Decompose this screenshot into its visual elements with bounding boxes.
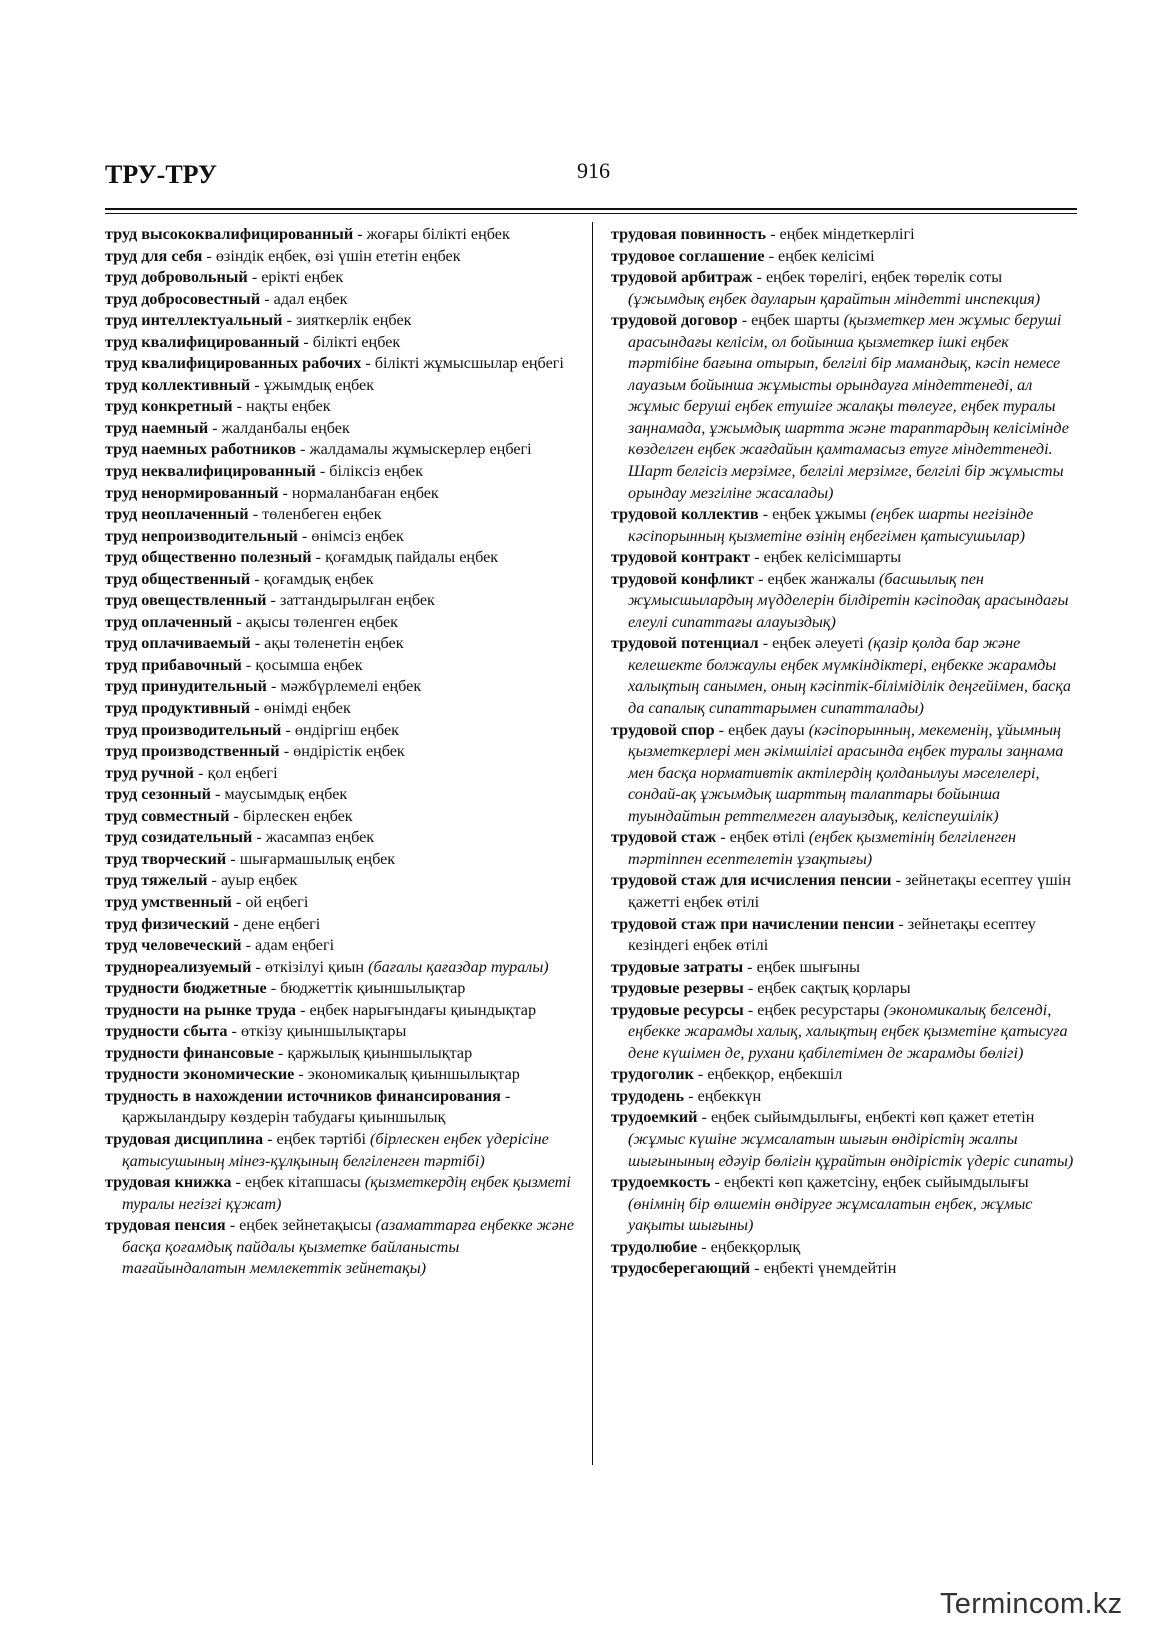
dictionary-entry: трудодень - еңбеккүн <box>611 1086 762 1105</box>
entry-note: (кәсіпорынның, мекеменің, ұйымның қызметкерлері мен әкімшілігі арасында еңбек туралы заңнама мен басқа нормативтік актілердің қолданылуы мәселелері, сондай-ақ ұжымдық шарттың талаптары бойынша туындайтын реттелмеген алауыздық, келіспеушілік) <box>628 720 1064 825</box>
entry-translation: еңбек төрелігі, еңбек төрелік соты <box>765 268 1003 287</box>
entry-term: труд для себя <box>105 246 203 265</box>
entry-term: трудовой конфликт <box>611 569 755 588</box>
entry-translation: зейнетақы есептеу кезіндегі еңбек өтілі <box>628 914 1036 955</box>
dictionary-entry: труд прибавочный - қосымша еңбек <box>105 655 363 674</box>
dictionary-entry: труд оплачиваемый - ақы төленетін еңбек <box>105 634 404 653</box>
entry-translation: зейнетақы есептеу үшін қажетті еңбек өтілі <box>628 871 1071 911</box>
entry-term: трудовое соглашение <box>611 246 765 265</box>
entry-term: трудоемкий <box>611 1108 698 1127</box>
dictionary-entry: труд добровольный - ерікті еңбек <box>105 268 344 287</box>
dictionary-entry: труд квалифицированных рабочих - білікті жұмысшылар еңбегі <box>105 354 564 373</box>
dictionary-entry: трудовые резервы - еңбек сақтық қорлары <box>611 979 911 998</box>
entry-translation: еңбек дауы <box>728 720 805 739</box>
entry-term: труд производственный <box>105 742 280 761</box>
dictionary-entry: труд сезонный - маусымдық еңбек <box>105 785 348 804</box>
entry-term: труд высококвалифицированный <box>105 225 354 243</box>
dictionary-entry: трудовой стаж для исчисления пенсии - зейнетақы есептеу үшін қажетті еңбек өтілі <box>611 871 1071 911</box>
page-header <box>105 158 1075 208</box>
entry-term: труд совместный <box>105 806 230 825</box>
dictionary-entry: трудовой арбитраж - еңбек төрелігі, еңбек төрелік соты (ұжымдық еңбек дауларын қарайтын міндетті инспекция) <box>611 268 1041 308</box>
entry-translation: жасампаз еңбек <box>265 828 375 847</box>
entry-translation: еңбекқор, еңбекшіл <box>707 1065 843 1084</box>
entry-translation: ұжымдық еңбек <box>263 375 375 394</box>
page-title: ТРУ-ТРУ <box>105 160 217 189</box>
entry-translation: қосымша еңбек <box>255 655 363 674</box>
entry-translation: еңбек міндеткерлігі <box>779 225 915 243</box>
entry-term: трудолюбие <box>611 1237 698 1256</box>
entry-translation: ауыр еңбек <box>220 871 298 890</box>
right-column <box>611 224 1078 1280</box>
entry-translation: еңбек ресурстары <box>757 1000 880 1019</box>
entry-translation: өнімсіз еңбек <box>311 526 404 545</box>
entry-translation: ақысы төленген еңбек <box>245 612 398 631</box>
entry-note: (еңбек қызметінің белгіленген тәртіппен есептелетін ұзақтығы) <box>628 828 1016 868</box>
entry-term: труд принудительный <box>105 677 267 696</box>
entry-translation: қоғамдық пайдалы еңбек <box>325 548 499 567</box>
dictionary-entry: трудовой контракт - еңбек келісімшарты <box>611 548 902 567</box>
entry-term: трудности сбыта <box>105 1022 228 1041</box>
entry-translation: өзіндік еңбек, өзі үшін ететін еңбек <box>215 246 461 265</box>
dictionary-entry: трудность в нахождении источников финансирования - қаржыландыру көздерін табудағы қиыншылық <box>105 1086 511 1127</box>
entry-note: (экономикалық белсенді, еңбекке жарамды халық, халықтың еңбек қызметіне қатысуға дене күшімен де, рухани қабілетімен де жарамды бөлігі) <box>628 1000 1068 1062</box>
dictionary-entry: трудности на рынке труда - еңбек нарығындағы қиындықтар <box>105 1000 537 1019</box>
entry-term: труд коллективный <box>105 375 251 394</box>
entry-translation: жалдамалы жұмыскерлер еңбегі <box>309 440 532 459</box>
column-divider <box>592 222 593 1465</box>
entry-term: труд умственный <box>105 892 232 911</box>
watermark-text: Termincom.kz <box>940 1588 1123 1620</box>
dictionary-entry: труд творческий - шығармашылық еңбек <box>105 849 396 868</box>
dictionary-entry: труд тяжелый - ауыр еңбек <box>105 871 298 890</box>
entry-term: труд оплаченный <box>105 612 233 631</box>
entry-term: труд наемный <box>105 418 209 437</box>
entry-term: трудовой спор <box>611 720 715 739</box>
entry-term: труд производительный <box>105 720 282 739</box>
dictionary-entry: трудовые затраты - еңбек шығыны <box>611 957 860 976</box>
entry-term: труд человеческий <box>105 936 242 955</box>
entry-translation: еңбек сақтық қорлары <box>757 979 911 998</box>
dictionary-entry: труд интеллектуальный - зияткерлік еңбек <box>105 311 412 330</box>
entry-term: трудности бюджетные <box>105 979 267 998</box>
dictionary-entry: трудовой стаж - еңбек өтілі (еңбек қызметінің белгіленген тәртіппен есептелетін ұзақтығы) <box>611 828 1016 868</box>
entry-translation: заттандырылған еңбек <box>279 591 435 610</box>
dictionary-entry: трудовой коллектив - еңбек ұжымы (еңбек шарты негізінде кәсіпорынның қызметіне өзінің еңбегімен қатысушылар) <box>611 505 1034 545</box>
dictionary-entry: труд ручной - қол еңбегі <box>105 763 278 782</box>
entry-term: труд неквалифицированный <box>105 462 316 481</box>
entry-translation: қаржылық қиыншылықтар <box>287 1043 473 1062</box>
entry-term: трудности на рынке труда <box>105 1000 297 1019</box>
dictionary-entry: трудовая пенсия - еңбек зейнетақысы (азаматтарға еңбекке және басқа қоғамдық пайдалы қызметке байланысты тағайындалатын мемлекеттік зейнетақы) <box>105 1216 575 1278</box>
dictionary-entry: труд овеществленный - заттандырылған еңбек <box>105 591 435 610</box>
entry-translation: еңбекқорлық <box>710 1237 801 1256</box>
page-number: 916 <box>577 158 610 183</box>
dictionary-entry: труд продуктивный - өнімді еңбек <box>105 699 351 718</box>
entry-translation: жоғары білікті еңбек <box>366 225 510 243</box>
entry-translation: нормаланбаған еңбек <box>291 483 439 502</box>
entry-translation: өткізу қиыншылықтары <box>240 1022 407 1041</box>
entry-translation: маусымдық еңбек <box>224 785 348 804</box>
dictionary-entry: труд общественно полезный - қоғамдық пайдалы еңбек <box>105 548 499 567</box>
entry-term: трудовой стаж <box>611 828 717 847</box>
entry-term: трудовой стаж при начислении пенсии <box>611 914 895 933</box>
dictionary-entry: труд неквалифицированный - біліксіз еңбек <box>105 462 424 481</box>
entry-term: труд ненормированный <box>105 483 279 502</box>
entry-term: труд неоплаченный <box>105 505 249 524</box>
entry-term: труд продуктивный <box>105 699 251 718</box>
entry-term: трудовой потенциал <box>611 634 759 653</box>
entry-translation: қол еңбегі <box>207 763 278 782</box>
dictionary-entry: трудовые ресурсы - еңбек ресурстары (экономикалық белсенді, еңбекке жарамды халық, халықтың еңбек қызметіне қатысуға дене күшімен де, рухани қабілетімен де жарамды бөлігі) <box>611 1000 1068 1062</box>
dictionary-entry: труднореализуемый - өткізілуі қиын (бағалы қағаздар туралы) <box>105 957 549 976</box>
dictionary-entry: труд квалифицированный - білікті еңбек <box>105 332 401 351</box>
entry-translation: еңбек кітапшасы <box>244 1173 361 1192</box>
entry-term: труд конкретный <box>105 397 233 416</box>
entry-term: труд общественный <box>105 569 251 588</box>
entry-term: трудовой стаж для исчисления пенсии <box>611 871 892 890</box>
dictionary-entry: труд неоплаченный - төленбеген еңбек <box>105 505 382 524</box>
dictionary-entry: труд конкретный - нақты еңбек <box>105 397 331 416</box>
dictionary-entry: труд для себя - өзіндік еңбек, өзі үшін ететін еңбек <box>105 246 461 265</box>
entry-term: трудодень <box>611 1086 685 1105</box>
entry-translation: қаржыландыру көздерін табудағы қиыншылық <box>122 1108 446 1127</box>
entry-translation: өнімді еңбек <box>263 699 351 718</box>
dictionary-entry: трудовой спор - еңбек дауы (кәсіпорынның, мекеменің, ұйымның қызметкерлері мен әкімшілігі арасында еңбек туралы заңнама мен басқа нормативтік актілердің қолданылуы мәселелері, сондай-ақ ұжымдық шарттың талаптары бойынша туындайтын реттелмеген алауыздық, келіспеушілік) <box>611 720 1064 825</box>
entry-translation: еңбек тәртібі <box>276 1129 366 1148</box>
entry-translation: еңбек жанжалы <box>767 569 875 588</box>
entry-term: труд сезонный <box>105 785 211 804</box>
dictionary-entry: труд умственный - ой еңбегі <box>105 892 309 911</box>
entry-term: труд овеществленный <box>105 591 267 610</box>
entry-translation: еңбек сыйымдылығы, еңбекті көп қажет ететін <box>710 1108 1035 1127</box>
entry-term: труд добросовестный <box>105 289 261 308</box>
entry-translation: өткізілуі қиын <box>264 957 365 976</box>
entry-term: труд тяжелый <box>105 871 208 890</box>
entry-translation: ақы төленетін еңбек <box>264 634 404 653</box>
dictionary-entry: труд общественный - қоғамдық еңбек <box>105 569 374 588</box>
entry-translation: білікті жұмысшылар еңбегі <box>374 354 564 373</box>
dictionary-entry: трудолюбие - еңбекқорлық <box>611 1237 801 1256</box>
entry-note: (өнімнің бір өлшемін өндіруге жұмсалатын еңбек, жұмыс уақыты шығыны) <box>628 1194 1033 1235</box>
dictionary-entry: труд физический - дене еңбегі <box>105 914 321 933</box>
entry-term: трудовой коллектив <box>611 505 759 524</box>
dictionary-entry: трудности экономические - экономикалық қиыншылықтар <box>105 1065 520 1084</box>
entry-term: трудовая дисциплина <box>105 1129 264 1148</box>
watermark-logo <box>940 1588 1122 1621</box>
entry-translation: төленбеген еңбек <box>262 505 382 524</box>
entry-term: трудовая книжка <box>105 1173 232 1192</box>
entry-translation: еңбек шығыны <box>756 957 860 976</box>
entry-term: труд прибавочный <box>105 655 242 674</box>
entry-translation: еңбекті көп қажетсіну, еңбек сыйымдылығы <box>723 1173 1029 1192</box>
entry-translation: ерікті еңбек <box>261 268 344 287</box>
entry-translation: ой еңбегі <box>245 892 309 911</box>
dictionary-entry: труд производственный - өндірістік еңбек <box>105 742 405 761</box>
dictionary-entry: трудоголик - еңбекқор, еңбекшіл <box>611 1065 843 1084</box>
dictionary-entry: трудности сбыта - өткізу қиыншылықтары <box>105 1022 407 1041</box>
header-rule-thick <box>105 208 1077 210</box>
entry-term: труд непроизводительный <box>105 526 298 545</box>
dictionary-entry: трудовой потенциал - еңбек әлеуеті (қазір қолда бар және келешекте болжаулы еңбек мүмкіндіктері, еңбекке жарамды халықтың санымен, оның кәсіптік-біліміділік деңгейімен, басқа да сапалық сипаттарымен сипатталады) <box>611 634 1072 718</box>
entry-note: (еңбек шарты негізінде кәсіпорынның қызметіне өзінің еңбегімен қатысушылар) <box>628 505 1034 545</box>
dictionary-entry: трудовое соглашение - еңбек келісімі <box>611 246 875 265</box>
entry-translation: қоғамдық еңбек <box>263 569 374 588</box>
entry-translation: еңбек әлеуеті <box>772 634 864 653</box>
dictionary-entry: трудовая повинность - еңбек міндеткерлігі <box>611 225 915 243</box>
entry-term: трудосберегающий <box>611 1259 751 1278</box>
entry-translation: өндіргіш еңбек <box>294 720 399 739</box>
entry-translation: экономикалық қиыншылықтар <box>307 1065 520 1084</box>
entry-term: трудности финансовые <box>105 1043 274 1062</box>
dictionary-entry: труд добросовестный - адал еңбек <box>105 289 348 308</box>
dictionary-entry: трудовая дисциплина - еңбек тәртібі (бірлескен еңбек үдерісіне қатысушының мінез-құлқының белгіленген тәртібі) <box>105 1129 549 1170</box>
left-column <box>105 224 575 1280</box>
entry-term: трудоемкость <box>611 1173 711 1192</box>
header-rule-thin <box>105 213 1077 214</box>
dictionary-entry: трудовой стаж при начислении пенсии - зейнетақы есептеу кезіндегі еңбек өтілі <box>611 914 1036 955</box>
entry-translation: адам еңбегі <box>255 936 335 955</box>
entry-term: трудовой договор <box>611 311 738 330</box>
entry-term: труд оплачиваемый <box>105 634 251 653</box>
entry-translation: еңбек өтілі <box>729 828 805 847</box>
entry-translation: бюджеттік қиыншылықтар <box>280 979 466 998</box>
entry-term: трудность в нахождении источников финансирования <box>105 1086 501 1105</box>
entry-note: (бірлескен еңбек үдерісіне қатысушының мінез-құлқының белгіленген тәртібі) <box>122 1129 549 1170</box>
entry-translation: бірлескен еңбек <box>242 806 353 825</box>
dictionary-entry: трудности финансовые - қаржылық қиыншылықтар <box>105 1043 473 1062</box>
dictionary-entry: труд производительный - өндіргіш еңбек <box>105 720 399 739</box>
entry-translation: нақты еңбек <box>246 397 331 416</box>
entry-translation: жалданбалы еңбек <box>221 418 350 437</box>
entry-term: труд общественно полезный <box>105 548 312 567</box>
entry-translation: өндірістік еңбек <box>293 742 405 761</box>
dictionary-entry: труд созидательный - жасампаз еңбек <box>105 828 375 847</box>
entry-term: трудовой контракт <box>611 548 751 567</box>
dictionary-entry: труд совместный - бірлескен еңбек <box>105 806 353 825</box>
dictionary-entry: трудовая книжка - еңбек кітапшасы (қызметкердің еңбек қызметі туралы негізгі құжат) <box>105 1173 571 1213</box>
entry-translation: зияткерлік еңбек <box>296 311 412 330</box>
entry-term: труд интеллектуальный <box>105 311 283 330</box>
dictionary-entry: труд принудительный - мәжбүрлемелі еңбек <box>105 677 422 696</box>
entry-translation: дене еңбегі <box>242 914 321 933</box>
entry-term: трудовые резервы <box>611 979 744 998</box>
dictionary-entry: трудоемкость - еңбекті көп қажетсіну, еңбек сыйымдылығы (өнімнің бір өлшемін өндіруге жұмсалатын еңбек, жұмыс уақыты шығыны) <box>611 1173 1033 1235</box>
entry-term: трудоголик <box>611 1065 694 1084</box>
entry-term: трудовые затраты <box>611 957 744 976</box>
dictionary-entry: труд ненормированный - нормаланбаған еңбек <box>105 483 439 502</box>
dictionary-entry: труд наемный - жалданбалы еңбек <box>105 418 350 437</box>
entry-note: (бағалы қағаздар туралы) <box>368 957 549 976</box>
entry-translation: еңбекті үнемдейтін <box>763 1259 897 1278</box>
dictionary-entry: труд непроизводительный - өнімсіз еңбек <box>105 526 404 545</box>
entry-term: труд ручной <box>105 763 195 782</box>
entry-translation: еңбек келісімі <box>778 246 875 265</box>
dictionary-entry: труд коллективный - ұжымдық еңбек <box>105 375 375 394</box>
entry-term: трудовой арбитраж <box>611 268 753 287</box>
dictionary-entry: труд высококвалифицированный - жоғары білікті еңбек <box>105 225 510 243</box>
entry-term: трудовая пенсия <box>105 1216 226 1235</box>
entry-translation: адал еңбек <box>273 289 348 308</box>
entry-translation: еңбек зейнетақысы <box>239 1216 372 1235</box>
entry-translation: еңбеккүн <box>697 1086 762 1105</box>
dictionary-entry: трудовой конфликт - еңбек жанжалы (басшылық пен жұмысшылардың мүдделерін білдіретін кәсіподақ арасындағы елеулі сипаттағы алауыздық) <box>611 569 1069 631</box>
dictionary-entry: трудовой договор - еңбек шарты (қызметкер мен жұмыс беруші арасындағы келісім, ол бойынша қызметкер ішкі еңбек тәртібіне бағына отырып, белгілі бір мамандық, кәсіп немесе лауазым бойынша жұмысты орындауға міндеттенеді, ал жұмыс беруші еңбек етушіге жалақы төлеуге, еңбек туралы заңнамада, ұжымдық шартта және тараптардың келісімінде көзделген еңбек жағдайын қамтамасыз етуге міндеттенеді. Шарт белгісіз мерзімге, белгілі мерзімге, белгілі бір жұмысты орындау мезгіліне жасалады) <box>611 311 1069 502</box>
entry-term: труд наемных работников <box>105 440 296 459</box>
dictionary-entry: труд наемных работников - жалдамалы жұмыскерлер еңбегі <box>105 440 532 459</box>
entry-translation: білікті еңбек <box>312 332 401 351</box>
entry-note: (қызметкердің еңбек қызметі туралы негізгі құжат) <box>122 1173 571 1213</box>
entry-note: (жұмыс күшіне жұмсалатын шығын өндірістің жалпы шығынының едәуір бөлігін құрайтын өндірістік үдеріс сипаты) <box>628 1129 1074 1170</box>
entry-term: труд квалифицированных рабочих <box>105 354 362 373</box>
entry-term: труд творческий <box>105 849 227 868</box>
entry-translation: мәжбүрлемелі еңбек <box>280 677 422 696</box>
entry-translation: шығармашылық еңбек <box>239 849 396 868</box>
entry-translation: еңбек шарты <box>751 311 840 330</box>
entry-note: (қазір қолда бар және келешекте болжаулы еңбек мүмкіндіктері, еңбекке жарамды халықтың санымен, оның кәсіптік-біліміділік деңгейімен, басқа да сапалық сипаттарымен сипатталады) <box>628 634 1072 718</box>
dictionary-entry: трудоемкий - еңбек сыйымдылығы, еңбекті көп қажет ететін (жұмыс күшіне жұмсалатын шығын өндірістің жалпы шығынының едәуір бөлігін құрайтын өндірістік үдеріс сипаты) <box>611 1108 1074 1170</box>
dictionary-entry: трудности бюджетные - бюджеттік қиыншылықтар <box>105 979 466 998</box>
dictionary-entry: трудосберегающий - еңбекті үнемдейтін <box>611 1259 897 1278</box>
dictionary-entry: труд оплаченный - ақысы төленген еңбек <box>105 612 398 631</box>
entry-term: трудовые ресурсы <box>611 1000 744 1019</box>
entry-term: труд добровольный <box>105 268 248 287</box>
entry-note: (қызметкер мен жұмыс беруші арасындағы келісім, ол бойынша қызметкер ішкі еңбек тәртібіне бағына отырып, белгілі бір мамандық, кәсіп немесе лауазым бойынша жұмысты орындауға міндеттенеді, ал жұмыс беруші еңбек етушіге жалақы төлеуге, еңбек туралы заңнамада, ұжымдық шартта және тараптардың келісімінде көзделген еңбек жағдайын қамтамасыз етуге міндеттенеді. Шарт белгісіз мерзімге, белгілі мерзімге, белгілі бір жұмысты орындау мезгіліне жасалады) <box>628 311 1069 502</box>
entry-term: труд физический <box>105 914 230 933</box>
entry-term: трудности экономические <box>105 1065 295 1084</box>
entry-translation: еңбек ұжымы <box>772 505 867 524</box>
entry-term: труд созидательный <box>105 828 253 847</box>
entry-term: трудовая повинность <box>611 225 767 243</box>
entry-term: труднореализуемый <box>105 957 252 976</box>
dictionary-entry: труд человеческий - адам еңбегі <box>105 936 335 955</box>
entry-note: (азаматтарға еңбекке және басқа қоғамдық пайдалы қызметке байланысты тағайындалатын мемлекеттік зейнетақы) <box>122 1216 575 1278</box>
entry-translation: еңбек нарығындағы қиындықтар <box>309 1000 537 1019</box>
entry-translation: біліксіз еңбек <box>329 462 424 481</box>
entry-note: (басшылық пен жұмысшылардың мүдделерін білдіретін кәсіподақ арасындағы елеулі сипаттағы алауыздық) <box>628 569 1069 631</box>
entry-term: труд квалифицированный <box>105 332 300 351</box>
entry-note: (ұжымдық еңбек дауларын қарайтын міндетті инспекция) <box>628 289 1041 308</box>
entry-translation: еңбек келісімшарты <box>763 548 902 567</box>
